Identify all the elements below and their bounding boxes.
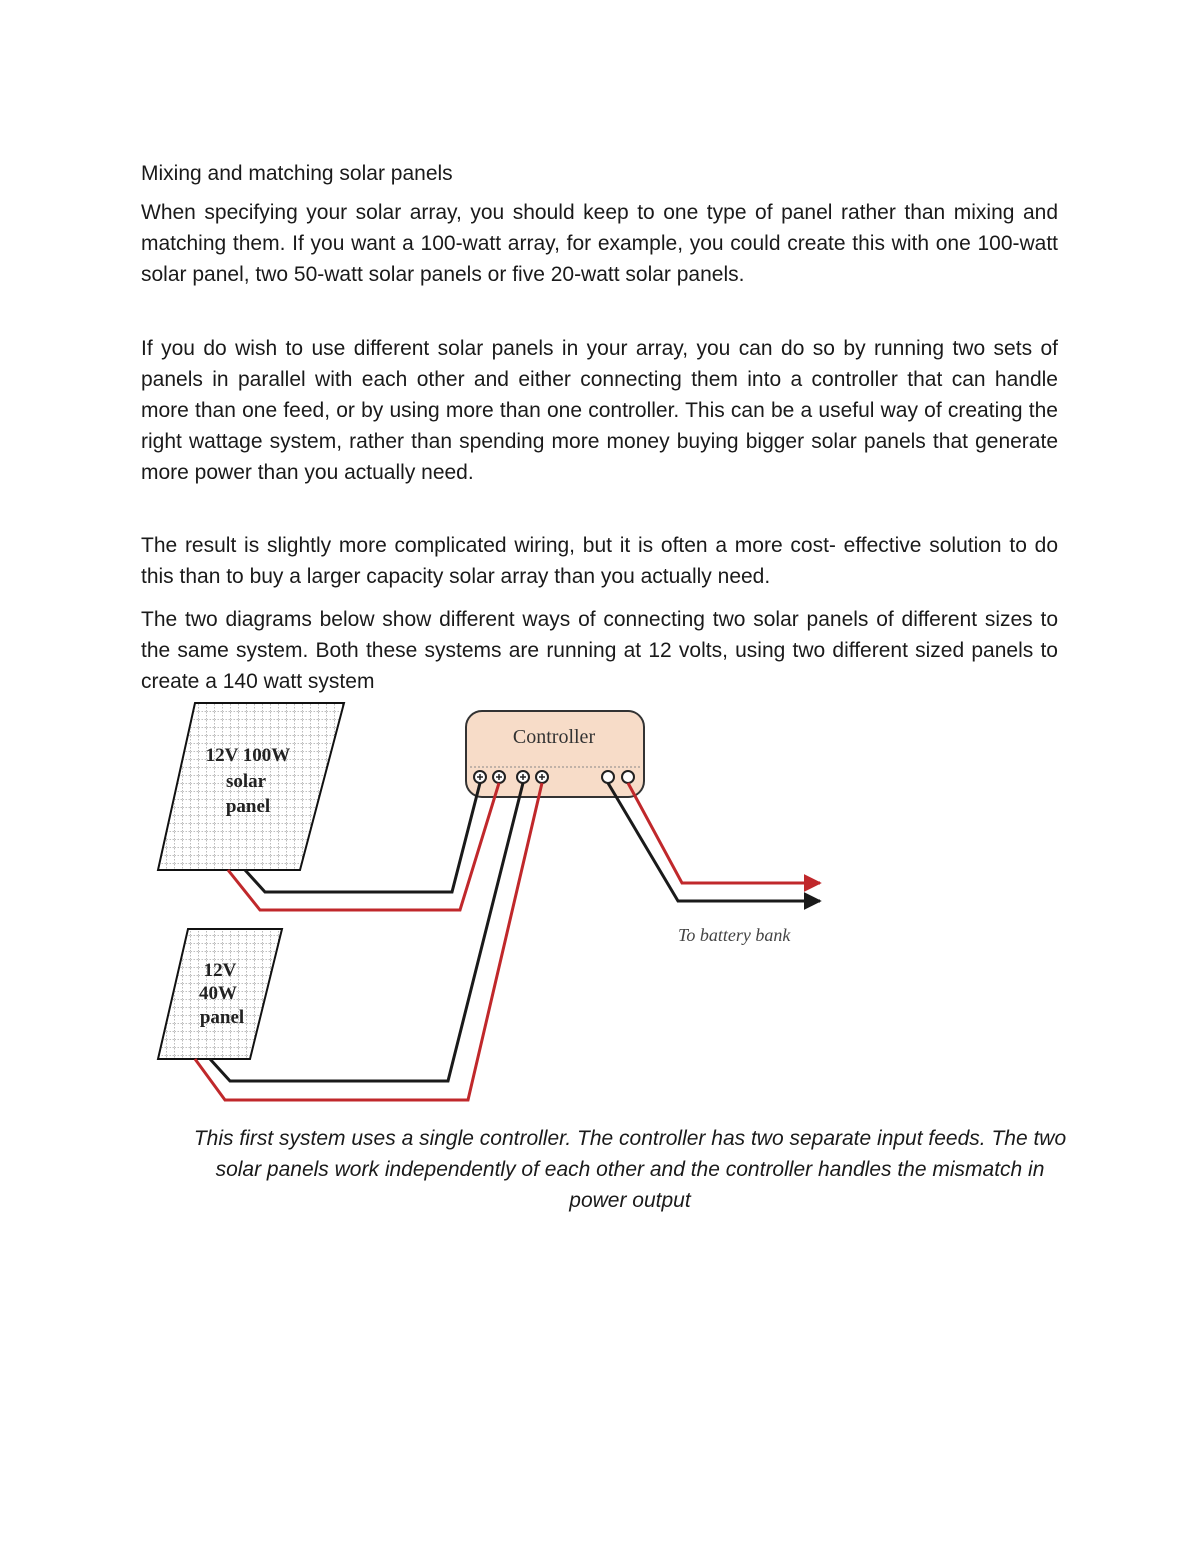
small-panel-label-line-1: 12V xyxy=(203,960,237,981)
paragraph-2: If you do wish to use different solar panels in your array, you can do so by running two sets of panels in parallel with each other and either connecting them into a controller that can handle more than one feed, or by using more than one controller. This can be a useful way of creating the right wattage system, rather than spending more money buying bigger solar panels that generate more power than you actually need. xyxy=(141,337,1058,484)
large-panel-label-line-2: solar xyxy=(225,771,267,792)
paragraph-3: The result is slightly more complicated wiring, but it is often a more cost- effective solution to do this than to buy a larger capacity solar array than you actually need. xyxy=(141,534,1058,588)
battery-bank-label: To battery bank xyxy=(678,925,791,945)
controller-box xyxy=(466,711,644,797)
diagram-caption: This first system uses a single controller. The controller has two separate input feeds. The two solar panels work independently of each other and the controller handles the mismatch in power output xyxy=(193,1127,1067,1212)
small-panel-label-line-3: panel xyxy=(199,1007,245,1028)
paragraph-4: The two diagrams below show different ways of connecting two solar panels of different sizes to the same system. Both these systems are running at 12 volts, using two different sized panels to create a 140 watt system xyxy=(141,608,1058,693)
large-panel-label-line-3: panel xyxy=(225,796,271,817)
large-panel-label-line-1: 12V 100W xyxy=(205,745,291,766)
document-heading: Mixing and matching solar panels xyxy=(141,162,453,185)
large-solar-panel xyxy=(158,703,344,870)
controller-label: Controller xyxy=(512,726,596,748)
small-solar-panel xyxy=(158,929,282,1059)
small-panel-label-line-2: 40W xyxy=(199,983,237,1004)
paragraph-1: When specifying your solar array, you should keep to one type of panel rather than mixing and matching them. If you want a 100-watt array, for example, you could create this with one 100-watt solar panel, two 50-watt solar panels or five 20-watt solar panels. xyxy=(141,201,1058,286)
battery-output-wires xyxy=(608,783,820,901)
wiring-diagram xyxy=(150,695,840,1115)
